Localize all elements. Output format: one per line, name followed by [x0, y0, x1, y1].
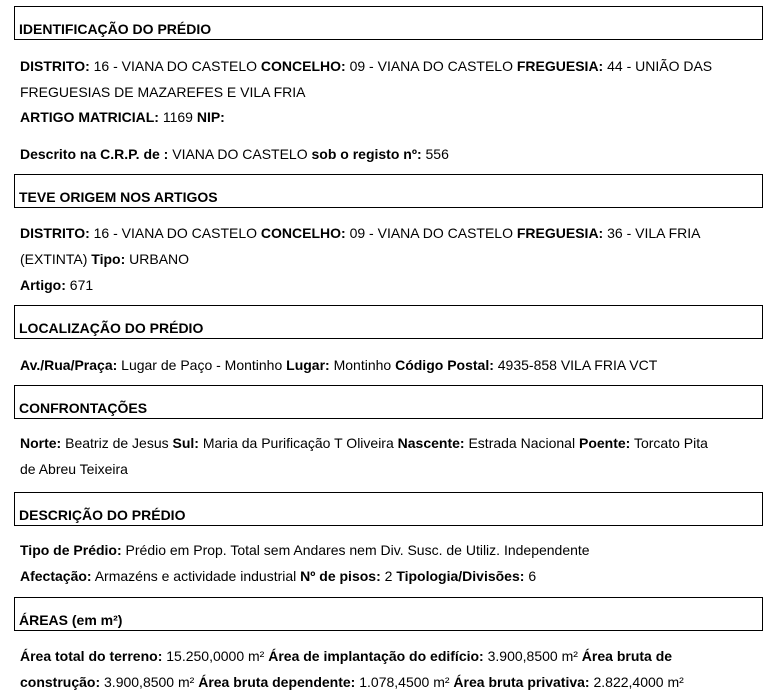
identificacao-line-1: DISTRITO: 16 - VIANA DO CASTELO CONCELHO: 09 - VIANA DO CASTELO FREGUESIA: 44 - UNIÃO DAS — [20, 58, 713, 74]
descricao-line-1: Tipo de Prédio: Prédio em Prop. Total sem Andares nem Div. Susc. de Utiliz. Independente — [20, 542, 590, 558]
section-header-areas: ÁREAS (em m²) — [14, 597, 763, 631]
section-header-origem: TEVE ORIGEM NOS ARTIGOS — [14, 174, 763, 208]
confrontacoes-line-1: Norte: Beatriz de Jesus Sul: Maria da Purificação T Oliveira Nascente: Estrada Nacional Poente: Torcato Pita — [20, 435, 708, 451]
section-header-descricao: DESCRIÇÃO DO PRÉDIO — [14, 492, 763, 526]
identificacao-line-4: Descrito na C.R.P. de : VIANA DO CASTELO sob o registo nº: 556 — [20, 146, 449, 162]
identificacao-line-2: FREGUESIAS DE MAZAREFES E VILA FRIA — [20, 84, 306, 100]
areas-line-2: construção: 3.900,8500 m² Área bruta dependente: 1.078,4500 m² Área bruta privativa: 2.822,4000 m² — [20, 674, 684, 690]
confrontacoes-line-2: de Abreu Teixeira — [20, 461, 128, 477]
section-header-localizacao: LOCALIZAÇÃO DO PRÉDIO — [14, 305, 763, 339]
section-header-confrontacoes: CONFRONTAÇÕES — [14, 385, 763, 419]
origem-line-3: Artigo: 671 — [20, 277, 94, 293]
descricao-line-2: Afectação: Armazéns e actividade industrial Nº de pisos: 2 Tipologia/Divisões: 6 — [20, 568, 537, 584]
localizacao-line-1: Av./Rua/Praça: Lugar de Paço - Montinho Lugar: Montinho Código Postal: 4935-858 VILA FRIA VCT — [20, 357, 658, 373]
areas-line-1: Área total do terreno: 15.250,0000 m² Área de implantação do edifício: 3.900,8500 m² Área bruta de — [20, 648, 673, 664]
origem-line-2: (EXTINTA) Tipo: URBANO — [20, 251, 190, 267]
section-header-identificacao: IDENTIFICAÇÃO DO PRÉDIO — [14, 6, 763, 40]
origem-line-1: DISTRITO: 16 - VIANA DO CASTELO CONCELHO: 09 - VIANA DO CASTELO FREGUESIA: 36 - VILA FRIA — [20, 225, 701, 241]
identificacao-line-3: ARTIGO MATRICIAL: 1169 NIP: — [20, 109, 225, 125]
